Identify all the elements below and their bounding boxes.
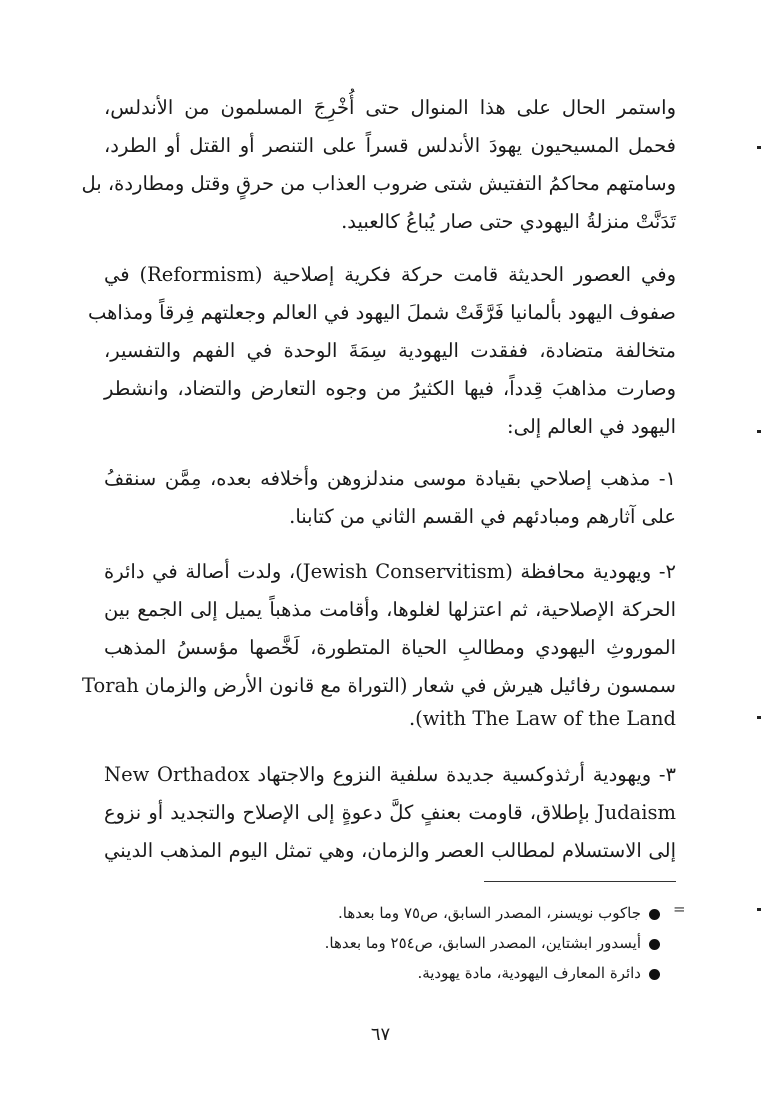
paragraph-5-line-2: Judaism بإطلاق، قاومت بعنفٍ كلَّ دعوةٍ إلى الإصلاح والتجديد أو نزوع	[104, 801, 676, 824]
scan-edge-mark	[757, 430, 761, 433]
paragraph-3-line-1: ١- مذهب إصلاحي بقيادة موسى مندلزوهن وأخلافه بعده، مِمَّن سنقفُ	[104, 467, 676, 490]
footnote-2-text: أيسدور ابشتاين، المصدر السابق، ص٢٥٤ وما بعدها.	[324, 934, 641, 952]
paragraph-1-line-1: واستمر الحال على هذا المنوال حتى أُخْرِجَ المسلمون من الأندلس،	[104, 96, 676, 119]
bullet-icon	[649, 939, 660, 950]
page-number: ٦٧	[370, 1024, 391, 1045]
paragraph-4-line-5: with The Law of the Land).	[408, 707, 676, 730]
paragraph-1-line-4: تَدَنَّتْ منزلةُ اليهودي حتى صار يُباعُ كالعبيد.	[341, 210, 676, 233]
footnote-3	[160, 958, 660, 988]
paragraph-3-line-2: على آثارهم ومبادئهم في القسم الثاني من كتابنا.	[289, 505, 676, 528]
paragraph-2-line-2: صفوف اليهود بألمانيا فَرَّقَتْ شملَ اليهود في العالم وجعلتهم فِرقاً ومذاهب	[87, 301, 676, 324]
paragraph-2-line-4: وصارت مذاهبَ قِدداً، فيها الكثيرُ من وجوه التعارض والتضاد، وانشطر	[104, 377, 676, 400]
paragraph-4-line-4: سمسون رفائيل هيرش في شعار (التوراة مع قانون الأرض والزمان Torah	[82, 674, 676, 697]
paragraph-1-line-2: فحمل المسيحيون يهودَ الأندلس قسراً على التنصر أو القتل أو الطرد،	[104, 134, 676, 157]
footnote-separator	[484, 881, 676, 882]
footnote-continuation-mark: =	[673, 900, 686, 918]
paragraph-5-line-1: ٣- ويهودية أرثذوكسية جديدة سلفية النزوع والاجتهاد New Orthadox	[104, 763, 676, 786]
footnote-1	[160, 898, 660, 928]
paragraph-4-line-1: ٢- ويهودية محافظة (Jewish Conservitism)، ولدت أصالة في دائرة	[104, 560, 676, 583]
paragraph-4-line-3: الموروثِ اليهودي ومطالبِ الحياة المتطورة، لَخَّصها مؤسسُ المذهب	[104, 636, 676, 659]
scan-edge-mark	[757, 716, 761, 719]
footnote-3-text: دائرة المعارف اليهودية، مادة يهودية.	[417, 964, 641, 982]
paragraph-4-line-2: الحركة الإصلاحية، ثم اعتزلها لغلوها، وأقامت مذهباً يميل إلى الجمع بين	[104, 598, 676, 621]
paragraph-1-line-3: وسامتهم محاكمُ التفتيش شتى ضروب العذاب من حرقٍ وقتل ومطاردة، بل	[81, 172, 676, 195]
scan-edge-mark	[757, 146, 761, 149]
footnote-2	[160, 928, 660, 958]
paragraph-5-line-3: إلى الاستسلام لمطالب العصر والزمان، وهي تمثل اليوم المذهب الديني	[104, 839, 676, 862]
footnote-1-text: جاكوب نويسنر، المصدر السابق، ص٧٥ وما بعدها.	[338, 904, 641, 922]
paragraph-2-line-3: متخالفة متضادة، ففقدت اليهودية سِمَةَ الوحدة في الفهم والتفسير،	[104, 339, 676, 362]
paragraph-2-line-5: اليهود في العالم إلى:	[507, 415, 676, 438]
paragraph-2-line-1: وفي العصور الحديثة قامت حركة فكرية إصلاحية (Reformism) في	[104, 263, 676, 286]
scan-edge-mark	[757, 908, 761, 911]
bullet-icon	[649, 969, 660, 980]
bullet-icon	[649, 909, 660, 920]
